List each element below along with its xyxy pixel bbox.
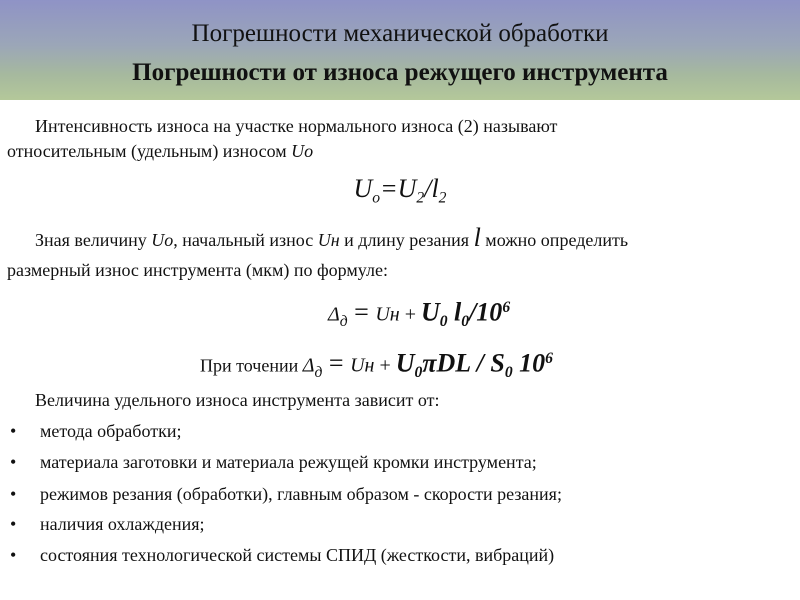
f3-u: U <box>395 348 415 378</box>
slide-title: Погрешности механической обработки <box>191 20 609 47</box>
f2-u: U <box>420 297 440 327</box>
f2-div: /10 <box>469 297 503 327</box>
p2-post: можно определить <box>480 230 629 250</box>
formula-relative-wear <box>0 173 800 214</box>
p2-pre: Зная величину <box>35 230 152 250</box>
p2-uo: Uo <box>151 230 174 250</box>
list-item-text: состояния технологической системы СПИД (жесткости, вибраций) <box>40 545 555 565</box>
p2-mid2: и длину резания <box>339 230 474 250</box>
f3-eq: = <box>322 348 351 378</box>
slide-header <box>0 0 800 100</box>
f1-two: 2 <box>416 189 425 207</box>
bullet-icon: • <box>10 421 17 441</box>
f2-eq: = <box>347 297 376 327</box>
f2-zero2: 0 <box>461 313 470 331</box>
f3-six: 6 <box>545 350 553 367</box>
f1-two-b: 2 <box>438 189 447 207</box>
formula-turning <box>200 343 553 389</box>
uo-symbol: Uo <box>291 141 314 161</box>
f3-pidl: πDL / S <box>422 348 505 378</box>
list-item <box>10 420 181 442</box>
f2-l: l <box>447 297 462 327</box>
f3-label: При точении <box>200 355 303 376</box>
list-item-text: режимов резания (обработки), главным образом - скорости резания; <box>40 484 562 504</box>
f3-delta: Δ <box>302 354 315 377</box>
slide-subtitle: Погрешности от износа режущего инструмента <box>132 59 668 86</box>
f2-uh: Uн <box>375 303 400 326</box>
f1-slash: /l <box>424 174 439 203</box>
list-item <box>10 451 537 473</box>
list-item <box>10 544 554 566</box>
f3-ten: 10 <box>512 348 546 378</box>
list-item <box>10 513 205 535</box>
f3-zero2: 0 <box>504 364 513 382</box>
f2-zero: 0 <box>439 313 448 331</box>
f3-zero: 0 <box>414 364 423 382</box>
f1-u: U <box>353 174 373 203</box>
formula-dimensional-wear <box>328 292 510 338</box>
p2-l: l <box>473 223 481 252</box>
p2-uh: Uн <box>317 230 340 250</box>
f3-plus: + <box>374 354 396 377</box>
list-item-text: наличия охлаждения; <box>40 514 205 534</box>
bullet-icon: • <box>10 452 17 472</box>
para1-text: относительным (удельным) износом <box>7 141 292 161</box>
f2-d: д <box>339 313 348 331</box>
para2-line1 <box>35 223 629 252</box>
f1-eq: =U <box>380 174 417 203</box>
f2-plus: + <box>399 303 421 326</box>
para3: Величина удельного износа инструмента зависит от: <box>35 390 440 410</box>
f1-o: o <box>372 189 381 207</box>
f3-d: д <box>314 364 323 382</box>
bullet-icon: • <box>10 514 17 534</box>
list-item <box>10 483 562 505</box>
f2-six: 6 <box>502 299 511 316</box>
list-item-text: метода обработки; <box>40 421 182 441</box>
para2-line2: размерный износ инструмента (мкм) по формуле: <box>7 260 388 280</box>
bullet-icon: • <box>10 545 17 565</box>
list-item-text: материала заготовки и материала режущей кромки инструмента; <box>40 452 537 472</box>
f2-delta: Δ <box>328 303 340 326</box>
para1-line1: Интенсивность износа на участке нормального износа (2) называют <box>35 116 558 136</box>
para1-line2 <box>7 140 313 162</box>
f3-uh: Uн <box>350 354 375 377</box>
p2-mid1: , начальный износ <box>173 230 318 250</box>
bullet-icon: • <box>10 484 17 504</box>
